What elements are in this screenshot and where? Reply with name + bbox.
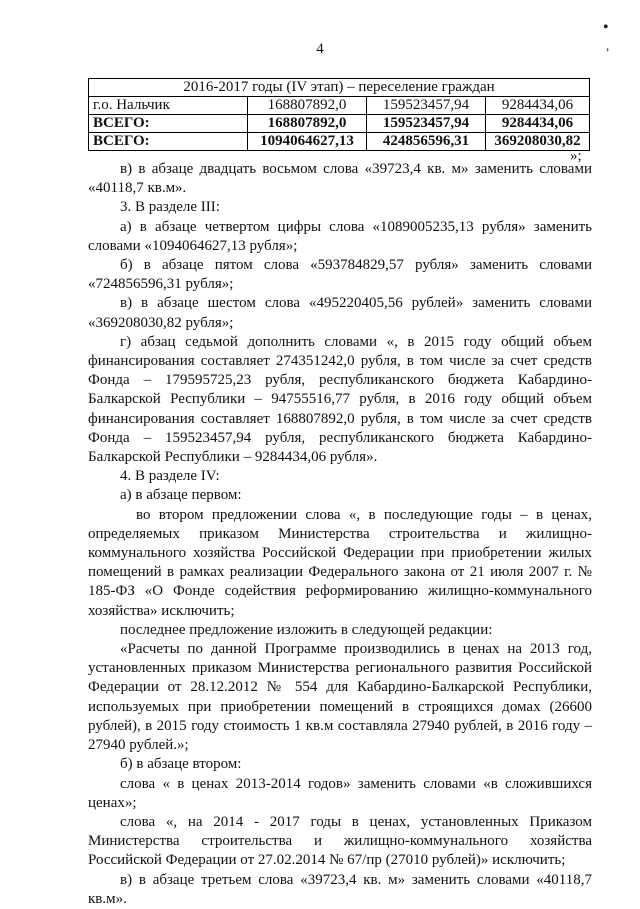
row-label: ВСЕГО:: [89, 115, 248, 133]
paragraph: слова «, на 2014 - 2017 годы в ценах, установленных Приказом Министерства строительства и жилищно-коммунального хозяйства Российской Федерации от 27.02.2014 № 67/пр (27010 рублей)» исключить;: [88, 813, 592, 869]
cell-total: 1094064627,13: [248, 133, 367, 151]
table-closing-quote: »;: [570, 148, 582, 164]
paragraph: слова « в ценах 2013-2014 годов» заменить словами «в сложившихся ценах»;: [88, 775, 592, 811]
amendments-text: [88, 160, 592, 909]
paragraph: 3. В разделе III:: [120, 199, 220, 216]
table-caption-row: [89, 79, 590, 97]
paragraph: в) в абзаце третьем слова «39723,4 кв. м» заменить словами «40118,7 кв.м».: [88, 871, 592, 907]
paragraph: в) в абзаце шестом слова «495220405,56 рублей» заменить словами «369208030,82 рубля»;: [88, 295, 592, 331]
cell-fund: 159523457,94: [367, 97, 486, 115]
paragraph: а) в абзаце первом:: [120, 487, 242, 504]
financing-table: [88, 78, 590, 151]
cell-total: 168807892,0: [248, 97, 367, 115]
page-number: 4: [316, 41, 324, 57]
corner-mark-2: ,: [606, 38, 610, 53]
paragraph: во втором предложении слова «, в последующие годы – в ценах, определяемых приказом Министерства строительства и жилищно-коммунального хозяйства Российской Федерации при приобретении жилых помещений в рамках реализации Федерального закона от 21 июля 2007 г. № 185-ФЗ «О Фонде содействия реформированию жилищно-коммунального хозяйства» исключить;: [88, 506, 592, 619]
cell-budget: 369208030,82: [486, 133, 590, 151]
paragraph: а) в абзаце четвертом цифры слова «1089005235,13 рубля» заменить словами «1094064627,13 рубля»;: [88, 218, 592, 254]
paragraph: б) в абзаце втором:: [120, 756, 242, 773]
paragraph: в) в абзаце двадцать восьмом слова «39723,4 кв. м» заменить словами «40118,7 кв.м».: [88, 161, 592, 197]
paragraph: последнее предложение изложить в следующей редакции:: [120, 621, 493, 638]
row-label: г.о. Нальчик: [89, 97, 248, 115]
paragraph: 4. В разделе IV:: [120, 468, 220, 485]
cell-budget: 9284434,06: [486, 115, 590, 133]
paragraph: г) абзац седьмой дополнить словами «, в 2015 году общий объем финансирования составляет 274351242,0 рубля, в том числе за счет средств Фонда – 179595725,23 рубля, республиканского бюджета Кабардино-Балкарской Республики – 94755516,77 рубля, в 2016 году общий объем финансирования составляет 168807892,0 рубля, в том числе за счет средств Фонда – 159523457,94 рубля, республиканского бюджета Кабардино-Балкарской Республики – 9284434,06 рубля».: [88, 333, 592, 466]
table-row: [89, 115, 590, 133]
table-row: [89, 133, 590, 151]
cell-budget: 9284434,06: [486, 97, 590, 115]
table-row: [89, 97, 590, 115]
cell-fund: 424856596,31: [367, 133, 486, 151]
paragraph: б) в абзаце пятом слова «593784829,57 рубля» заменить словами «724856596,31 рубля»;: [88, 257, 592, 293]
corner-mark: •: [603, 19, 609, 36]
cell-fund: 159523457,94: [367, 115, 486, 133]
cell-total: 168807892,0: [248, 115, 367, 133]
paragraph: «Расчеты по данной Программе производились в ценах на 2013 год, установленных приказом Министерства регионального развития Российской Федерации от 28.12.2012 № 554 для Кабардино-Балкарской Республики, используемых при приобретении помещений в строящихся домах (26600 рублей), в 2015 году стоимость 1 кв.м составляла 27940 рублей, в 2016 году – 27940 рублей.»;: [88, 641, 592, 754]
row-label: ВСЕГО:: [89, 133, 248, 151]
table-caption: 2016-2017 годы (IV этап) – переселение граждан: [89, 79, 590, 97]
